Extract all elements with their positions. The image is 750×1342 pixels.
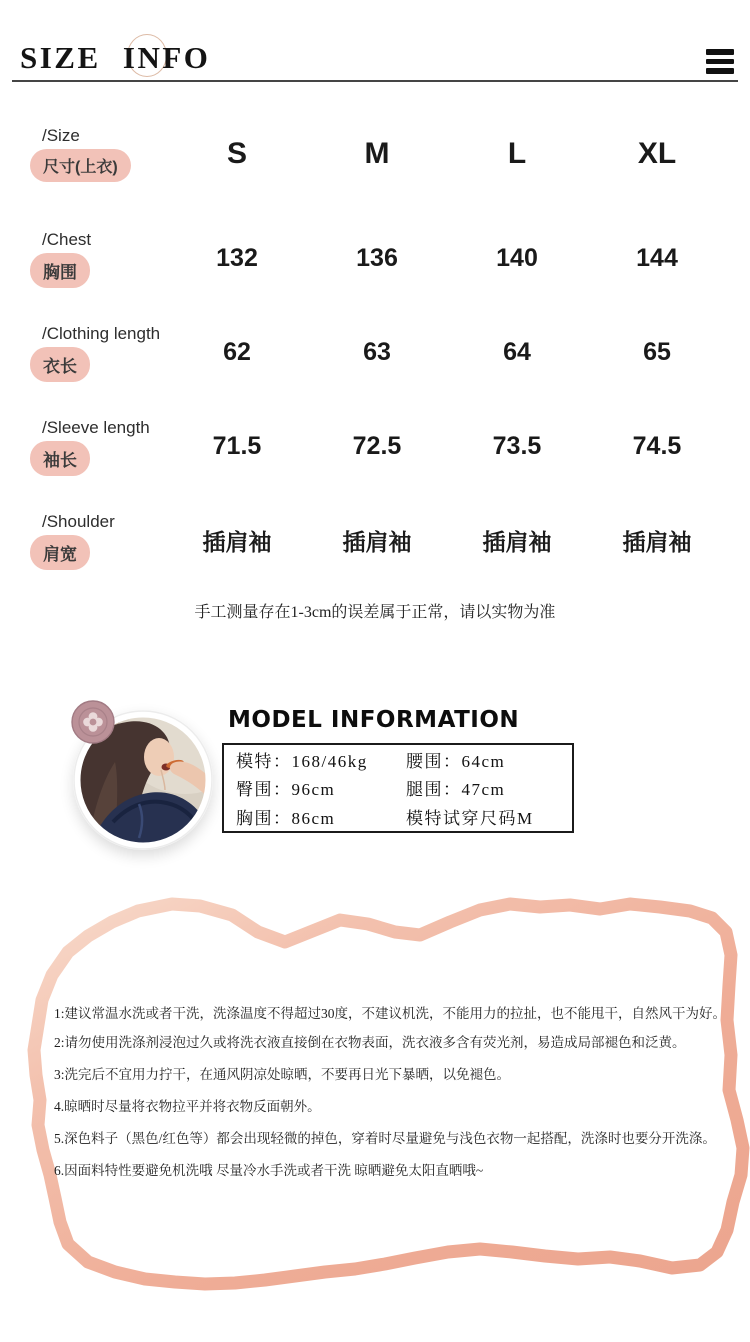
row-values bbox=[167, 230, 750, 286]
hamburger-bar bbox=[706, 59, 734, 65]
value-cell: 插肩袖 bbox=[202, 528, 272, 555]
hamburger-bar bbox=[706, 49, 734, 55]
value-cell: 144 bbox=[636, 243, 678, 272]
size-col-s: S bbox=[226, 137, 247, 170]
value-cell: 72.5 bbox=[352, 431, 402, 460]
size-row-size bbox=[0, 126, 750, 182]
clothing-button-icon bbox=[70, 699, 116, 745]
row-label bbox=[0, 324, 167, 380]
hamburger-bar bbox=[706, 68, 734, 74]
value-cell: 136 bbox=[356, 243, 398, 272]
row-label bbox=[0, 512, 167, 568]
value-cell: 65 bbox=[643, 337, 671, 366]
page-title: SIZE INFO bbox=[20, 40, 211, 75]
value-cell: 插肩袖 bbox=[342, 528, 412, 555]
value-cell: 64 bbox=[503, 337, 531, 366]
measurement-note: 手工测量存在1-3cm的误差属于正常，请以实物为准 bbox=[194, 604, 556, 621]
value-cell: 74.5 bbox=[632, 431, 682, 460]
value-cell: 插肩袖 bbox=[622, 528, 692, 555]
size-row-sleeve-length bbox=[0, 418, 750, 474]
value-cell: 73.5 bbox=[492, 431, 542, 460]
value-cell: 132 bbox=[216, 243, 258, 272]
row-label-en: /Clothing length bbox=[42, 324, 161, 343]
row-label-en: /Shoulder bbox=[42, 512, 115, 531]
row-label bbox=[0, 126, 167, 182]
care-instruction: 1:建议常温水洗或者干洗，洗涤温度不得超过30度，不建议机洗，不能用力的拉扯，也不能甩干，自然风干为好。 bbox=[54, 1006, 726, 1021]
care-instruction: 5.深色料子（黑色/红色等）都会出现轻微的掉色，穿着时尽量避免与浅色衣物一起搭配，洗涤时也要分开洗涤。 bbox=[54, 1131, 716, 1146]
model-info-cell: 胸围：86cm bbox=[236, 809, 336, 829]
row-values bbox=[167, 418, 750, 474]
value-cell: 63 bbox=[363, 337, 391, 366]
model-info-cell: 模特：168/46kg bbox=[236, 751, 368, 771]
model-info-cell: 模特试穿尺码M bbox=[406, 809, 534, 829]
row-label-pill: 衣长 bbox=[30, 347, 90, 382]
row-label-pill: 袖长 bbox=[30, 441, 90, 476]
care-instruction: 2:请勿使用洗涤剂浸泡过久或将洗衣液直接倒在衣物表面，洗衣液多含有荧光剂，易造成局部褪色和泛黄。 bbox=[54, 1035, 686, 1050]
row-label-en: /Sleeve length bbox=[42, 418, 150, 437]
care-instruction: 3:洗完后不宜用力拧干，在通风阴凉处晾晒，不要再日光下暴晒，以免褪色。 bbox=[54, 1067, 510, 1082]
value-cell: 140 bbox=[496, 243, 538, 272]
row-values bbox=[167, 324, 750, 380]
size-col-xl: XL bbox=[637, 137, 677, 170]
value-cell: 插肩袖 bbox=[482, 528, 552, 555]
header-divider bbox=[12, 80, 738, 82]
care-instruction: 6.因面料特性要避免机洗哦 尽量冷水手洗或者干洗 晾晒避免太阳直晒哦~ bbox=[54, 1163, 484, 1178]
size-row-shoulder bbox=[0, 512, 750, 568]
model-info-table bbox=[222, 743, 574, 833]
size-row-clothing-length bbox=[0, 324, 750, 380]
row-values bbox=[167, 512, 750, 568]
row-label-pill: 尺寸(上衣) bbox=[30, 149, 131, 182]
value-cell: 62 bbox=[223, 337, 251, 366]
size-col-l: L bbox=[507, 137, 527, 170]
model-info-title: MODEL INFORMATION bbox=[228, 707, 520, 733]
model-info-cell: 臀围：96cm bbox=[236, 780, 336, 800]
row-label-pill: 胸围 bbox=[30, 253, 90, 288]
row-label-en: /Size bbox=[42, 126, 80, 145]
row-label bbox=[0, 230, 167, 286]
model-info-cell: 腿围：47cm bbox=[406, 780, 506, 800]
value-cell: 71.5 bbox=[212, 431, 262, 460]
size-col-m: M bbox=[364, 137, 390, 170]
size-row-chest bbox=[0, 230, 750, 286]
care-instruction: 4.晾晒时尽量将衣物拉平并将衣物反面朝外。 bbox=[54, 1099, 321, 1114]
hamburger-icon[interactable] bbox=[706, 49, 734, 75]
row-values bbox=[167, 126, 750, 182]
row-label-en: /Chest bbox=[42, 230, 92, 249]
row-label-pill: 肩宽 bbox=[30, 535, 90, 570]
row-label bbox=[0, 418, 167, 474]
model-info-cell: 腰围：64cm bbox=[406, 751, 506, 771]
